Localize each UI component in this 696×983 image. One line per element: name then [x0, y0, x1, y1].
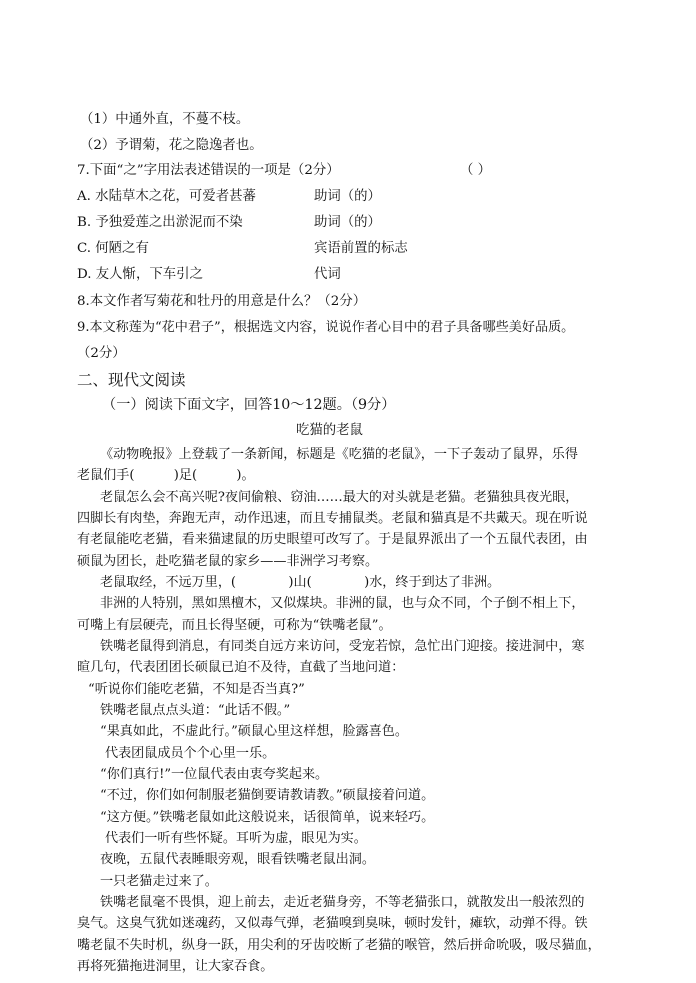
article-line: 非洲的人特别，黑如黑檀木，又似煤块。非洲的鼠，也与众不同，个子倒不相上下， — [100, 596, 585, 611]
article-line: 代表团鼠成员个个心里一乐。 — [105, 746, 276, 761]
q7-option-d: D. 友人惭，下车引之 — [77, 267, 203, 282]
q7-option-c-note: 宾语前置的标志 — [314, 241, 408, 256]
article-line: 臭气。这臭气犹如迷魂药，又似毒气弹，老猫嗅到臭味，顿时发针，瘫软，动弹不得。铁 — [77, 916, 588, 931]
article-line: 嘴老鼠不失时机，纵身一跃，用尖利的牙齿咬断了老猫的喉管，然后拼命吮吸，吸尽猫血， — [77, 938, 601, 953]
q7-option-d-note: 代词 — [314, 267, 341, 282]
article-line: “不过，你们如何制服老猫倒要请教请教。”硕鼠接着问道。 — [100, 788, 435, 803]
article-line: 铁嘴老鼠得到消息，有同类自远方来访问，受宠若惊，急忙出门迎接。接进洞中，寒 — [100, 639, 585, 654]
article-line: 夜晚，五鼠代表睡眼旁观，眼看铁嘴老鼠出洞。 — [100, 852, 375, 867]
article-line: 一只老猫走过来了。 — [100, 874, 218, 889]
q7-option-a: A. 水陆草木之花，可爱者甚蕃 — [77, 189, 256, 204]
sub-section-heading: （一）阅读下面文字，回答10～12题。（9分） — [102, 397, 396, 413]
article-line: 再将死猫拖进洞里，让大家吞食。 — [77, 959, 274, 974]
q7-option-c: C. 何陋之有 — [77, 241, 149, 256]
q-item-1: （1）中通外直，不蔓不枝。 — [80, 112, 250, 127]
article-line: 老鼠怎么会不高兴呢?夜间偷粮、窃油……最大的对头就是老猫。老猫独具夜光眼， — [100, 490, 579, 505]
article-title: 吃猫的老鼠 — [296, 423, 363, 438]
article-line: 可嘴上有层硬壳，而且长得坚硬，可称为“铁嘴老鼠”。 — [77, 618, 392, 633]
article-line: 代表们一听有些怀疑。耳听为虚，眼见为实。 — [105, 831, 367, 846]
q7-answer-bracket: （ ） — [460, 163, 492, 178]
article-line: 老鼠们手( )足( )。 — [77, 468, 255, 483]
q7-option-b-note: 助词（的） — [314, 215, 381, 230]
q-item-2: （2）予谓菊，花之隐逸者也。 — [80, 138, 263, 153]
q7-stem: 7.下面“之”字用法表述错误的一项是（2分） — [77, 163, 340, 178]
article-line: “听说你们能吃老猫，不知是否当真?” — [88, 682, 305, 697]
article-line: 暄几句，代表团团长硕鼠已迫不及待，直截了当地问道： — [77, 660, 405, 675]
article-line: “你们真行!”一位鼠代表由衷夸奖起来。 — [100, 767, 329, 782]
q7-option-b: B. 予独爱莲之出淤泥而不染 — [77, 215, 243, 230]
article-line: 硕鼠为团长，赴吃猫老鼠的家乡——非洲学习考察。 — [77, 554, 379, 569]
q9-line-2: （2分） — [77, 346, 126, 361]
article-line: 《动物晚报》上登载了一条新闻，标题是《吃猫的老鼠》，一下子轰动了鼠界，乐得 — [100, 447, 578, 462]
article-line: 四脚长有肉垫，奔跑无声，动作迅速，而且专捕鼠类。老鼠和猫真是不共戴天。现在听说 — [77, 511, 588, 526]
article-line: 有老鼠能吃老猫，看来猫逮鼠的历史眼望可改写了。于是鼠界派出了一个五鼠代表团，由 — [77, 532, 588, 547]
article-line: 铁嘴老鼠毫不畏惧，迎上前去，走近老猫身旁，不等老猫张口，就散发出一般浓烈的 — [100, 895, 585, 910]
article-line: 铁嘴老鼠点点头道：“此话不假。” — [100, 703, 291, 718]
q7-option-a-note: 助词（的） — [314, 189, 381, 204]
q8: 8.本文作者写菊花和牡丹的用意是什么？（2分） — [77, 294, 367, 309]
article-line: “果真如此，不虚此行。”硕鼠心里这样想，脸露喜色。 — [100, 724, 408, 739]
section-heading: 二、现代文阅读 — [77, 371, 186, 389]
article-line: “这方便。”铁嘴老鼠如此这般说来，话很简单，说来轻巧。 — [100, 810, 435, 825]
q9-line-1: 9.本文称莲为“花中君子”，根据选文内容，说说作者心目中的君子具备哪些美好品质。 — [77, 320, 575, 335]
article-line: 老鼠取经，不远万里，( )山( )水，终于到达了非洲。 — [100, 575, 501, 590]
